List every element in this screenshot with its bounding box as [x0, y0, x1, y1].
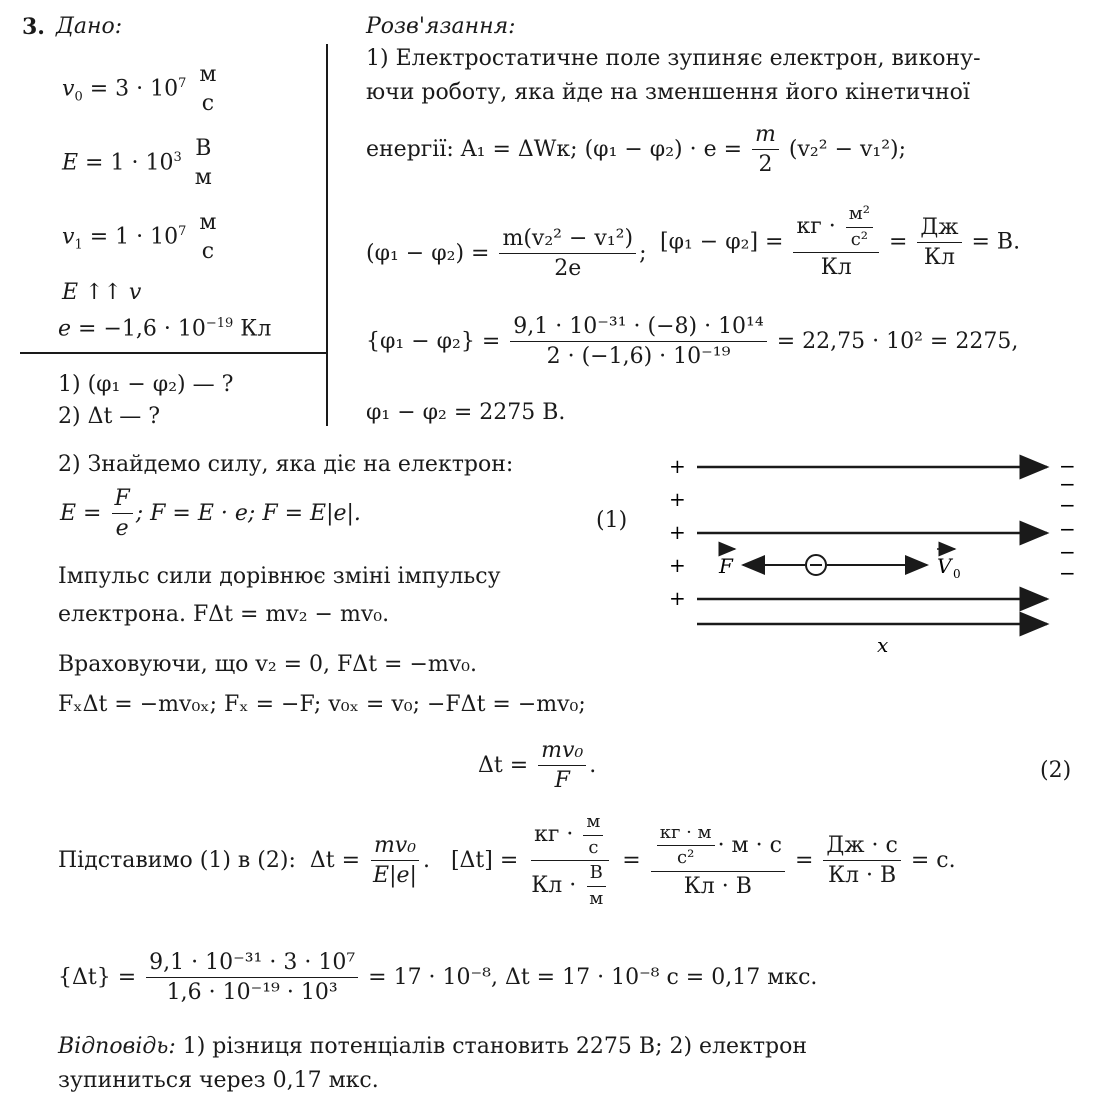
force-label: F	[719, 554, 733, 578]
answer-line2: зупиниться через 0,17 мкс.	[58, 1068, 379, 1093]
plus-sign: +	[669, 454, 686, 478]
given-v0: $v_0 = 3 \cdot 10^7$ м с	[62, 62, 217, 117]
field-diagram	[655, 450, 1095, 665]
find-phi: 1) (φ₁ − φ₂) — ?	[58, 372, 234, 397]
given-header: Дано:	[56, 14, 123, 39]
dt-numeric: {Δt} = $\frac{\text{9,1 · 10⁻³¹ · 3 · 10⁷}}{\text{1,6 · 10⁻¹⁹ · 10³}}$ = 17 · 10⁻⁸, Δt = 17 · 10⁻⁸ с = 0,17 мкс.	[58, 950, 818, 1006]
step1-line1: 1) Електростатичне поле зупиняє електрон, викону-	[366, 46, 981, 71]
plus-sign: +	[669, 553, 686, 577]
minus-sign: −	[1059, 454, 1076, 478]
dt-formula: Δt = $\frac{\text{mv₀}}{F}$ .	[478, 738, 597, 794]
force-equation: E = $\frac{F}{e}$ ; F = E · e; F = E|e|.	[60, 486, 361, 542]
plus-sign: +	[669, 520, 686, 544]
step2-line1: 2) Знайдемо силу, яка діє на електрон:	[58, 452, 514, 477]
minus-sign: −	[1059, 472, 1076, 496]
step1-line2: ючи роботу, яка йде на зменшення його кінетичної	[366, 80, 970, 105]
velocity-subscript: 0	[953, 567, 961, 581]
substitution-line: Підставимо (1) в (2): Δt = $\frac{\text{mv₀}}{E|e|}$ . [Δt] = кг · $\frac{м}{с}$ Кл · $\frac{В}{м}$ = $\frac{кг \cdot м}{\text{с²}}$ · м · с Кл · В = $\frac{Дж \cdot с}{Кл \cdot В}$ = с.	[58, 811, 956, 910]
v2-condition: Враховуючи, що v₂ = 0, FΔt = −mv₀.	[58, 652, 477, 677]
phi-numeric: {φ₁ − φ₂} = $\frac{\text{9,1 · 10⁻³¹ · (−8) · 10¹⁴}}{\text{2 · (−1,6) · 10⁻¹⁹}}$ = 22,75 · 10² = 2275,	[366, 314, 1019, 370]
given-direction: E ↑↑ v	[62, 280, 142, 305]
impulse-line1: Імпульс сили дорівнює зміні імпульсу	[58, 564, 501, 589]
minus-sign: −	[1059, 493, 1076, 517]
minus-sign: −	[1059, 540, 1076, 564]
plus-sign: +	[669, 586, 686, 610]
minus-sign: −	[1059, 517, 1076, 541]
minus-sign: −	[1059, 561, 1076, 585]
problem-number: 3.	[22, 14, 45, 40]
plus-sign: +	[669, 487, 686, 511]
given-divider-vertical	[326, 44, 328, 426]
impulse-line2: електрона. FΔt = mv₂ − mv₀.	[58, 602, 390, 627]
equation-label-1: (1)	[596, 508, 628, 533]
phi-formula: (φ₁ − φ₂) = $\frac{\text{m(v₂² − v₁²)}}{2e}$ ;	[366, 226, 647, 282]
equation-label-2: (2)	[1040, 758, 1072, 783]
solution-header: Розв'язання:	[366, 14, 516, 39]
given-v1: $v_1 = 1 \cdot 10^7$ м с	[62, 210, 217, 265]
given-charge: $e = -1,6 \cdot 10^{-19}$ Кл	[58, 316, 272, 342]
find-dt: 2) Δt — ?	[58, 404, 161, 429]
answer-line1: Відповідь: 1) різниця потенціалів становить 2275 В; 2) електрон	[58, 1034, 807, 1059]
phi-answer: φ₁ − φ₂ = 2275 В.	[366, 400, 566, 425]
given-divider-horizontal	[20, 352, 326, 354]
step1-line3: енергії: A₁ = ΔWк; (φ₁ − φ₂) · e = $\frac{m}{2}$ (v₂² − v₁²);	[366, 122, 907, 178]
velocity-label: V	[937, 554, 952, 578]
x-axis-label: x	[877, 633, 889, 657]
given-E: $E = 1 \cdot 10^3$ В м	[62, 136, 212, 191]
phi-units: [φ₁ − φ₂] = кг · $\frac{\text{м²}}{\text{с²}}$ Кл = $\frac{Дж}{Кл}$ = В.	[660, 203, 1021, 281]
projection-line: FₓΔt = −mv₀ₓ; Fₓ = −F; v₀ₓ = v₀; −FΔt = −mv₀;	[58, 692, 586, 717]
